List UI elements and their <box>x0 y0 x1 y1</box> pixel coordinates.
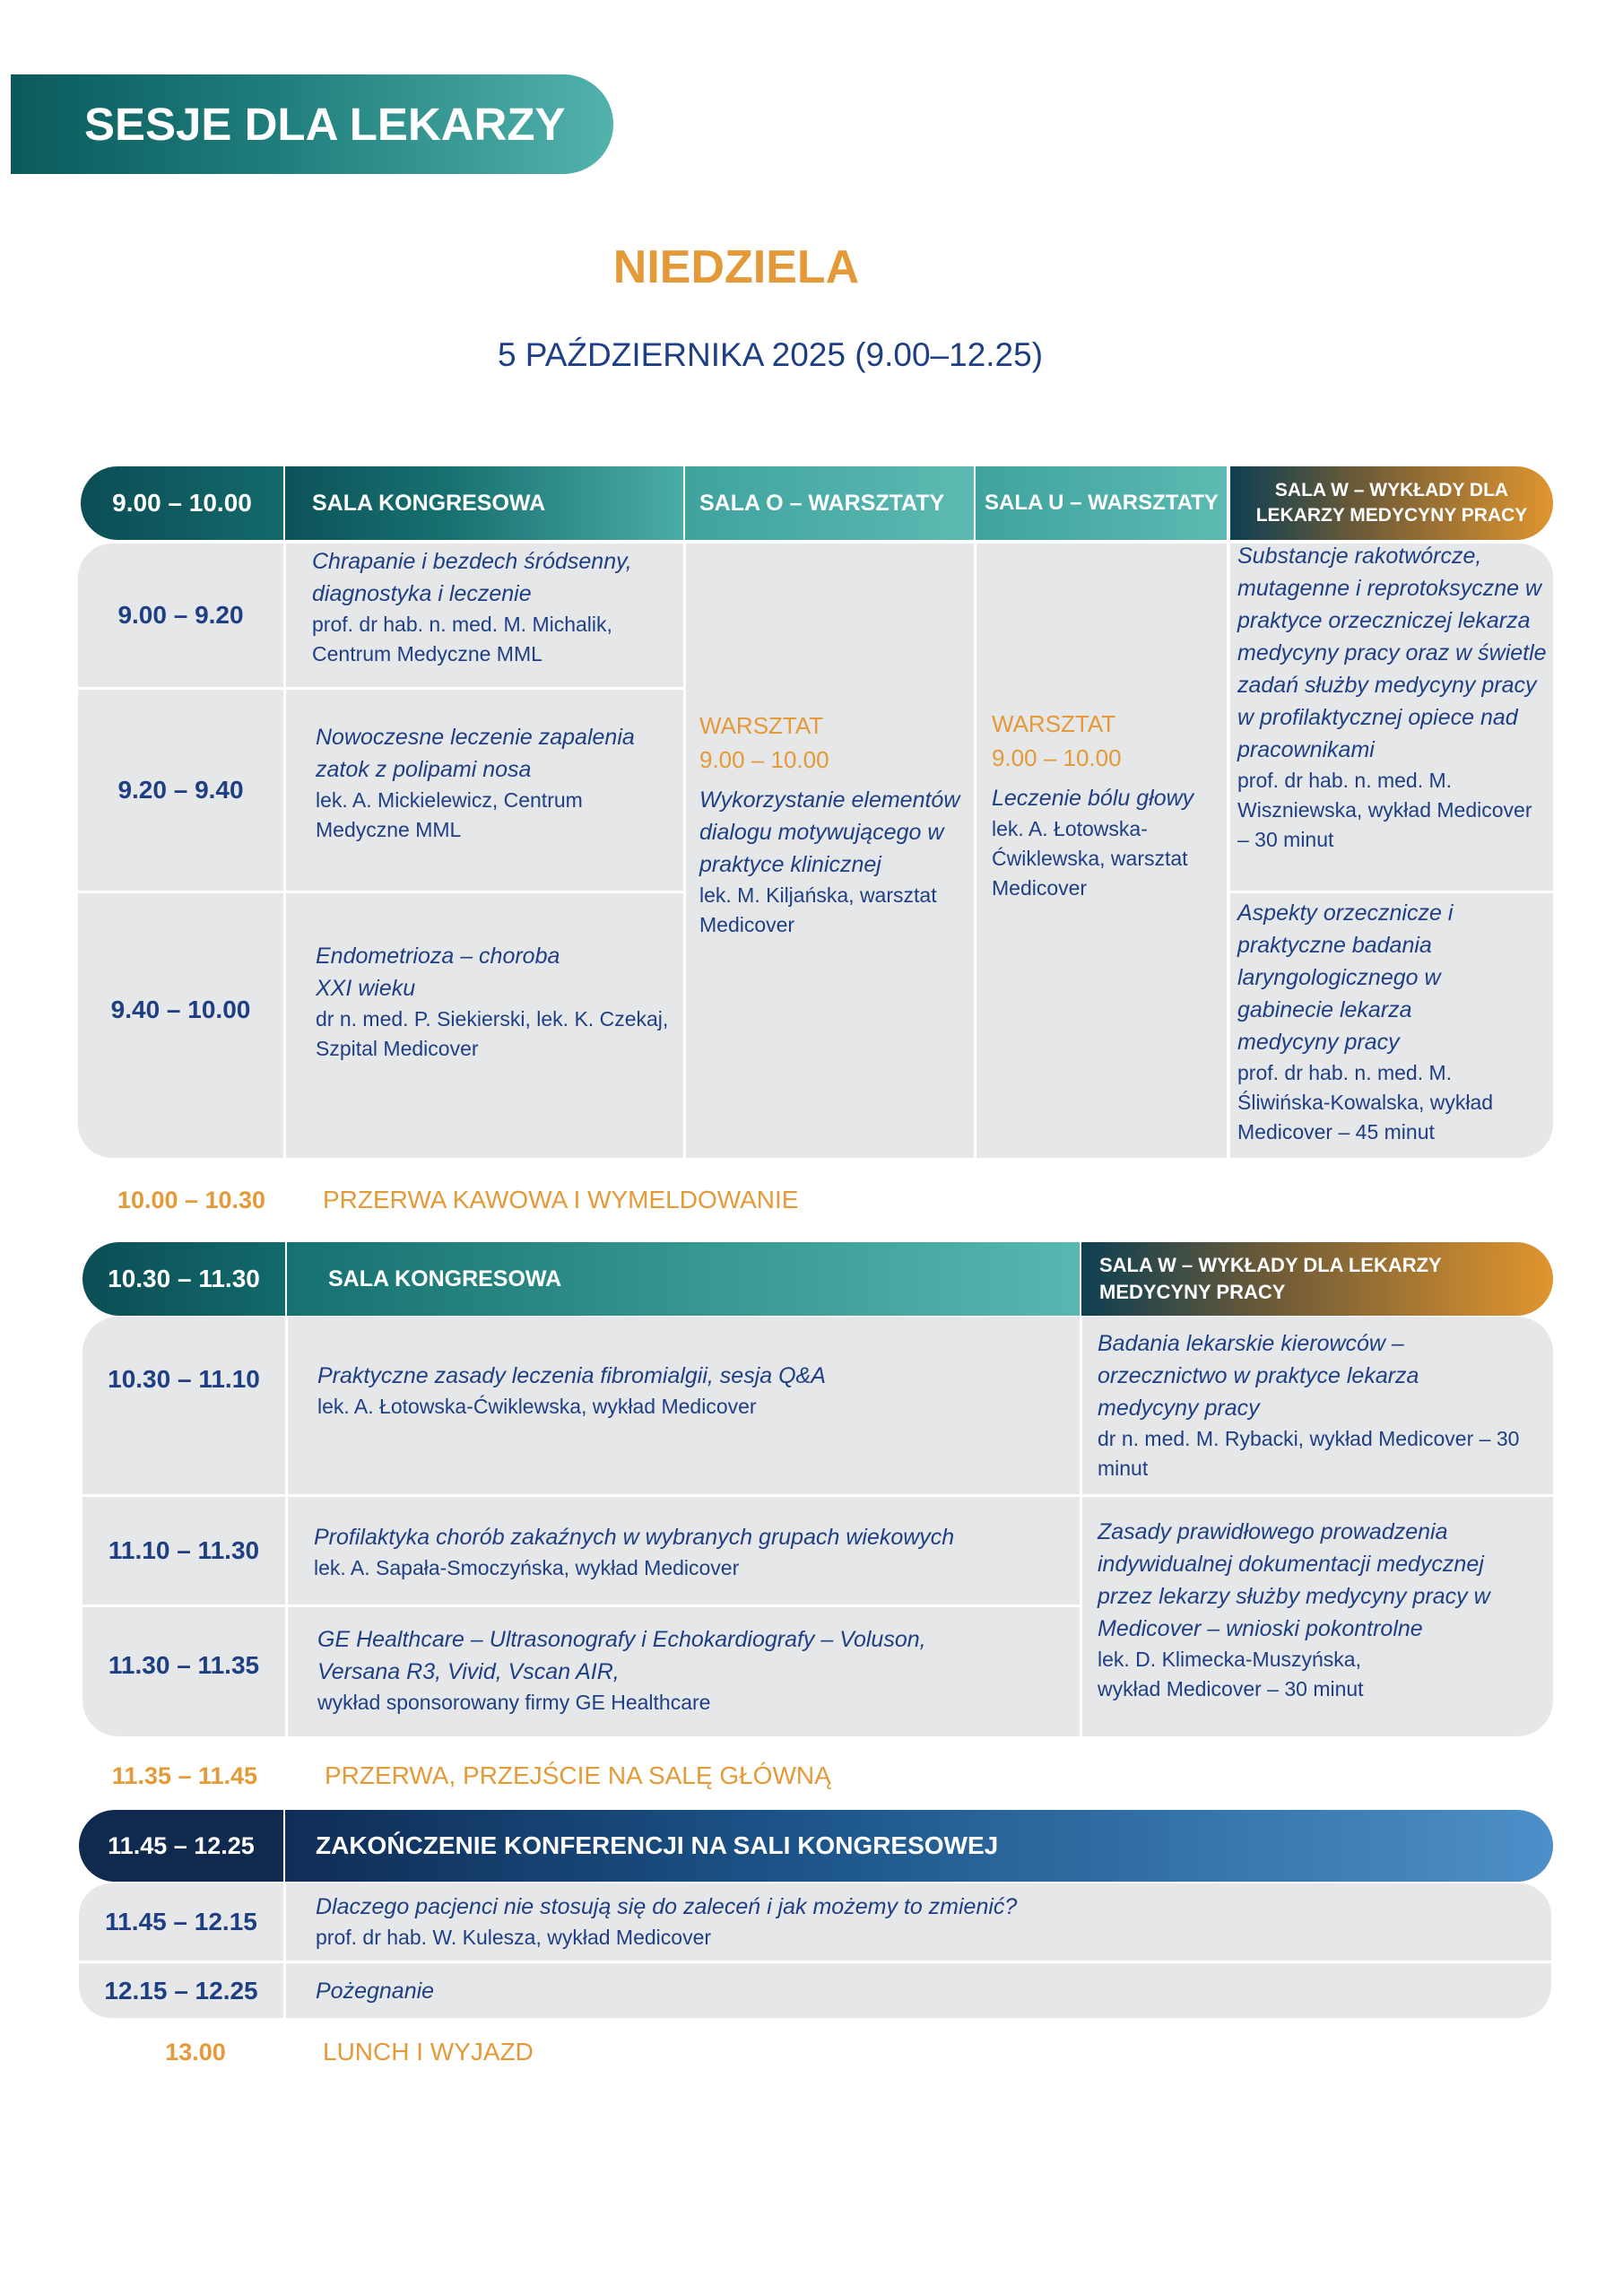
lunch-time: 13.00 <box>165 2038 226 2066</box>
session-speaker: lek. A. Mickielewicz, Centrum Medyczne MML <box>316 788 583 841</box>
lecture-title: Substancje rakotwórcze, mutagenne i reprotoksyczne w praktyce orzeczniczej lekarza medycyny pracy oraz w świetle zadań służby medycyny pracy w profilaktycznej opiece nad pracownikami <box>1237 544 1547 762</box>
session-title: Profilaktyka chorób zakaźnych w wybranych grupach wiekowych <box>314 1525 955 1550</box>
session-title: Nowoczesne leczenie zapalenia zatok z polipami nosa <box>316 725 635 782</box>
block2-time-header: 10.30 – 11.30 <box>82 1242 285 1316</box>
lecture-speaker: prof. dr hab. n. med. M. Wiszniewska, wykład Medicover – 30 minut <box>1237 769 1532 851</box>
session-title: Pożegnanie <box>316 1978 435 2004</box>
workshop-label: WARSZTAT <box>992 710 1116 737</box>
session-item <box>316 1891 1481 1952</box>
lecture-w <box>1237 897 1547 1147</box>
block2-kongresowa-header: SALA KONGRESOWA <box>287 1242 1080 1316</box>
lecture-w <box>1098 1327 1537 1483</box>
session-title: Endometrioza – choroba XXI wieku <box>316 944 560 1001</box>
session-item <box>312 545 680 669</box>
block3-time-header: 11.45 – 12.25 <box>79 1810 283 1882</box>
session-time: 9.20 – 9.40 <box>117 776 244 804</box>
session-time: 9.00 – 9.20 <box>117 601 244 629</box>
block3-title-header: ZAKOŃCZENIE KONFERENCJI NA SALI KONGRESOWEJ <box>285 1810 1553 1882</box>
break-label: PRZERWA KAWOWA I WYMELDOWANIE <box>323 1186 799 1213</box>
workshop-title: Wykorzystanie elementów dialogu motywującego w praktyce klinicznej <box>699 787 960 877</box>
session-item <box>316 940 683 1064</box>
lecture-speaker: dr n. med. M. Rybacki, wykład Medicover – 30 minut <box>1098 1427 1520 1480</box>
session-time: 10.30 – 11.10 <box>108 1365 260 1393</box>
lunch-label: LUNCH I WYJAZD <box>323 2038 534 2066</box>
session-title: Praktyczne zasady leczenia fibromialgii, sesja Q&A <box>317 1363 826 1388</box>
lecture-w <box>1237 540 1547 855</box>
workshop-time: 9.00 – 10.00 <box>992 744 1122 771</box>
lecture-speaker: lek. D. Klimecka-Muszyńska, wykład Medicover – 30 minut <box>1098 1648 1364 1700</box>
session-title: GE Healthcare – Ultrasonografy i Echokardiografy – Voluson, Versana R3, Vivid, Vscan AIR, <box>317 1627 926 1684</box>
lecture-w <box>1098 1516 1537 1704</box>
session-speaker: dr n. med. P. Siekierski, lek. K. Czekaj, Szpital Medicover <box>316 1007 669 1060</box>
workshop-speaker: lek. M. Kiljańska, warsztat Medicover <box>699 883 937 936</box>
session-speaker: wykład sponsorowany firmy GE Healthcare <box>317 1691 711 1714</box>
session-title: Chrapanie i bezdech śródsenny, diagnostyka i leczenie <box>312 549 632 606</box>
room-w-header: SALA W – WYKŁADY DLA LEKARZY MEDYCYNY PRACY <box>1230 466 1553 540</box>
workshop-label: WARSZTAT <box>699 712 824 739</box>
room-kongresowa-header: SALA KONGRESOWA <box>285 466 683 540</box>
session-speaker: lek. A. Łotowska-Ćwiklewska, wykład Medicover <box>317 1395 757 1418</box>
session-item <box>316 1963 434 2018</box>
lecture-title: Zasady prawidłowego prowadzenia indywidualnej dokumentacji medycznej przez lekarzy służby medycyny pracy w Medicover – wnioski pokontrolne <box>1098 1519 1490 1641</box>
session-speaker: lek. A. Sapała-Smoczyńska, wykład Medicover <box>314 1556 740 1579</box>
block1-time-header: 9.00 – 10.00 <box>81 466 283 540</box>
room-o-header: SALA O – WARSZTATY <box>685 466 974 540</box>
session-time: 9.40 – 10.00 <box>110 996 251 1023</box>
workshop-title: Leczenie bólu głowy <box>992 786 1194 811</box>
workshop-speaker: lek. A. Łotowska-Ćwiklewska, warsztat Medicover <box>992 817 1188 900</box>
session-item <box>316 721 674 845</box>
break-label: PRZERWA, PRZEJŚCIE NA SALĘ GŁÓWNĄ <box>325 1761 831 1789</box>
session-speaker: prof. dr hab. n. med. M. Michalik, Centrum Medyczne MML <box>312 613 612 665</box>
workshop-u <box>992 707 1216 903</box>
lecture-speaker: prof. dr hab. n. med. M. Śliwińska-Kowalska, wykład Medicover – 45 minut <box>1237 1061 1494 1144</box>
workshop-o <box>699 709 968 940</box>
workshop-time: 9.00 – 10.00 <box>699 746 829 773</box>
section-title: SESJE DLA LEKARZY <box>84 99 566 150</box>
session-time: 11.45 – 12.15 <box>105 1908 257 1935</box>
block2-w-header: SALA W – WYKŁADY DLA LEKARZY MEDYCYNY PRACY <box>1081 1242 1553 1316</box>
session-item <box>317 1623 963 1718</box>
day-date: 5 PAŹDZIERNIKA 2025 (9.00–12.25) <box>497 336 1044 373</box>
session-time: 11.30 – 11.35 <box>108 1651 260 1679</box>
session-speaker: prof. dr hab. W. Kulesza, wykład Medicover <box>316 1926 712 1949</box>
session-item <box>317 1360 1071 1422</box>
session-time: 12.15 – 12.25 <box>104 1976 258 2005</box>
room-u-header: SALA U – WARSZTATY <box>976 466 1227 540</box>
break-time: 10.00 – 10.30 <box>117 1186 266 1213</box>
lecture-title: Aspekty orzecznicze i praktyczne badania laryngologicznego w gabinecie lekarza medycyny pracy <box>1237 900 1454 1055</box>
day-name: NIEDZIELA <box>612 241 860 293</box>
lecture-title: Badania lekarskie kierowców – orzecznictwo w praktyce lekarza medycyny pracy <box>1098 1331 1419 1421</box>
session-time: 11.10 – 11.30 <box>108 1536 260 1564</box>
break-time: 11.35 – 11.45 <box>111 1761 258 1789</box>
session-item <box>314 1521 1076 1583</box>
session-title: Dlaczego pacjenci nie stosują się do zaleceń i jak możemy to zmienić? <box>316 1894 1018 1919</box>
